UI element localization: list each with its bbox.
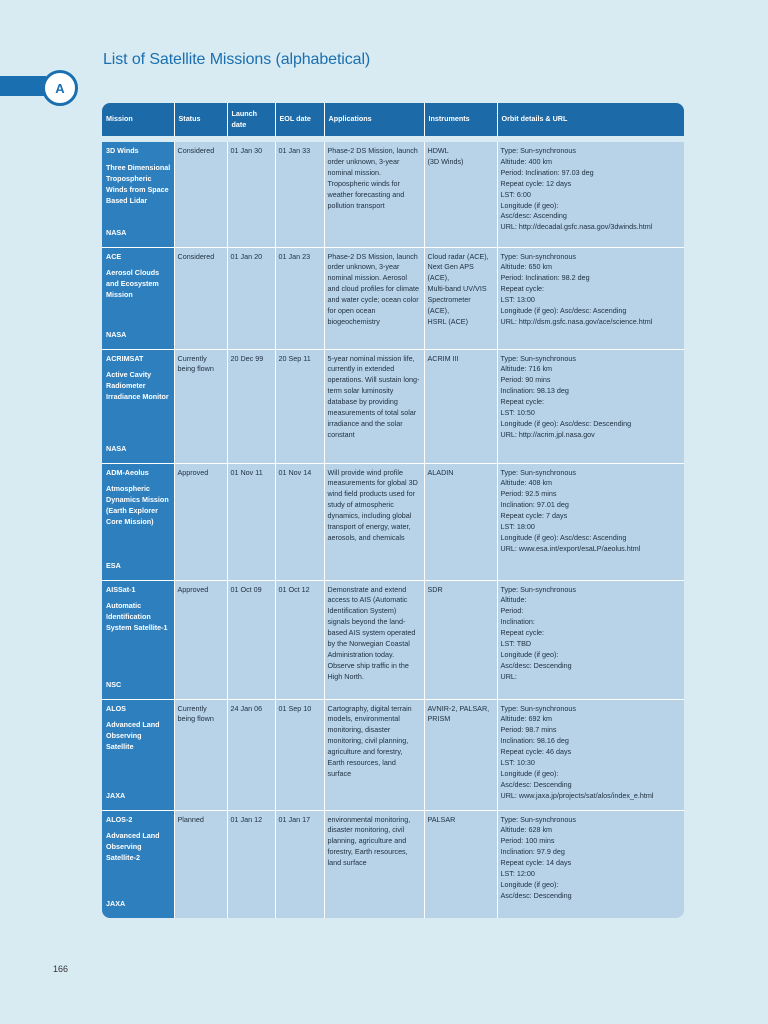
orbit-detail-line: LST: 18:00: [500, 522, 535, 532]
section-tab-bar: [0, 76, 46, 96]
orbit-detail-line: Asc/desc: Descending: [500, 890, 572, 900]
orbit-detail-line: URL: www.esa.int/export/esaLP/aeolus.html: [500, 543, 641, 553]
header-launch-date: Launch date: [227, 103, 275, 139]
header-applications: Applications: [324, 103, 424, 139]
orbit-detail-line: Type: Sun-synchronous: [500, 467, 577, 477]
orbit-detail-line: Longitude (if geo):: [500, 879, 559, 889]
orbit-details-cell: [497, 349, 684, 463]
instrument-line: (3D Winds): [427, 156, 464, 166]
mission-agency: JAXA: [106, 790, 126, 800]
instruments-cell: [424, 463, 497, 580]
applications-cell: environmental monitoring, disaster monitoring, civil planning, agriculture and forestry, Earth resources, land surface: [324, 810, 424, 918]
mission-agency: NASA: [106, 227, 127, 237]
applications-cell: 5-year nominal mission life, currently in extended operations. Will sustain long-term solar luminosity database by providing measurements of total solar irradiance and the solar constant: [324, 349, 424, 463]
mission-cell: [102, 699, 174, 810]
eol-date-cell: 01 Oct 12: [275, 580, 324, 699]
instrument-line: AVNIR-2, PALSAR,: [427, 703, 490, 713]
orbit-detail-line: Type: Sun-synchronous: [500, 814, 577, 824]
mission-cell: [102, 139, 174, 247]
orbit-details-cell: [497, 139, 684, 247]
orbit-details-cell: [497, 699, 684, 810]
eol-date-cell: 01 Jan 33: [275, 139, 324, 247]
orbit-detail-line: Altitude:: [500, 595, 527, 605]
mission-short-name: ACE: [106, 251, 122, 261]
orbit-details-cell: [497, 810, 684, 918]
mission-agency: ESA: [106, 560, 121, 570]
mission-short-name: ADM-Aeolus: [106, 467, 149, 477]
orbit-detail-line: Longitude (if geo): Asc/desc: Ascending: [500, 306, 627, 316]
launch-date-cell: 01 Nov 11: [227, 463, 275, 580]
instrument-line: SDR: [427, 584, 443, 594]
orbit-detail-line: Type: Sun-synchronous: [500, 251, 577, 261]
header-mission: Mission: [102, 103, 174, 139]
mission-cell: [102, 463, 174, 580]
orbit-detail-line: Repeat cycle: 7 days: [500, 511, 568, 521]
orbit-detail-line: Asc/desc: Descending: [500, 660, 572, 670]
orbit-detail-line: Inclination: 98.13 deg: [500, 386, 569, 396]
orbit-detail-line: Repeat cycle: 14 days: [500, 858, 572, 868]
applications-cell: Will provide wind profile measurements for global 3D wind field products used for study of atmospheric dynamics, including global transport of energy, water, aerosols, and chemicals: [324, 463, 424, 580]
mission-full-name: Advanced Land Observing Satellite: [106, 720, 160, 752]
mission-cell: [102, 349, 174, 463]
status-cell: Approved: [174, 580, 227, 699]
orbit-detail-line: Altitude: 650 km: [500, 262, 553, 272]
instruments-cell: [424, 349, 497, 463]
orbit-detail-line: Period: 92.5 mins: [500, 489, 557, 499]
mission-short-name: ALOS-2: [106, 814, 133, 824]
status-cell: Planned: [174, 810, 227, 918]
orbit-detail-line: Longitude (if geo): Asc/desc: Descending: [500, 418, 632, 428]
instruments-cell: [424, 580, 497, 699]
orbit-detail-line: URL: http://acrim.jpl.nasa.gov: [500, 429, 595, 439]
orbit-detail-line: Altitude: 628 km: [500, 825, 553, 835]
eol-date-cell: 01 Jan 23: [275, 247, 324, 349]
orbit-detail-line: URL:: [500, 671, 517, 681]
orbit-details-cell: [497, 247, 684, 349]
instrument-line: Cloud radar (ACE),: [427, 251, 489, 261]
launch-date-cell: 20 Dec 99: [227, 349, 275, 463]
orbit-detail-line: Period: 98.7 mins: [500, 725, 557, 735]
orbit-detail-line: Period: Inclination: 98.2 deg: [500, 273, 590, 283]
orbit-detail-line: LST: 6:00: [500, 189, 531, 199]
mission-agency: NASA: [106, 443, 127, 453]
orbit-detail-line: Longitude (if geo):: [500, 768, 559, 778]
status-cell: Currently being flown: [174, 699, 227, 810]
eol-date-cell: 01 Sep 10: [275, 699, 324, 810]
orbit-detail-line: LST: 10:50: [500, 408, 535, 418]
instruments-cell: [424, 139, 497, 247]
instruments-cell: [424, 810, 497, 918]
mission-full-name: Atmospheric Dynamics Mission (Earth Explorer Core Mission): [106, 484, 169, 527]
page-number: 166: [53, 964, 69, 974]
applications-cell: Phase-2 DS Mission, launch order unknown, 3-year nominal mission. Aerosol and cloud profiles for climate and water cycle; ocean color for open ocean biogeochemistry: [324, 247, 424, 349]
orbit-detail-line: Type: Sun-synchronous: [500, 703, 577, 713]
section-letter-badge: A: [42, 70, 78, 106]
orbit-detail-line: Inclination: 98.16 deg: [500, 736, 569, 746]
applications-cell: Cartography, digital terrain models, environmental monitoring, disaster monitoring, civil planning, agriculture and forestry, Earth resources, land surface: [324, 699, 424, 810]
orbit-detail-line: Period: Inclination: 97.03 deg: [500, 167, 594, 177]
orbit-details-cell: [497, 463, 684, 580]
orbit-detail-line: Altitude: 716 km: [500, 364, 553, 374]
eol-date-cell: 20 Sep 11: [275, 349, 324, 463]
orbit-detail-line: Period: 100 mins: [500, 836, 555, 846]
instrument-line: PALSAR: [427, 814, 456, 824]
orbit-detail-line: LST: 13:00: [500, 295, 535, 305]
applications-cell: Phase-2 DS Mission, launch order unknown, 3-year nominal mission. Tropospheric winds for weather forecasting and pollution transport: [324, 139, 424, 247]
mission-short-name: ACRIMSAT: [106, 353, 144, 363]
mission-cell: [102, 247, 174, 349]
status-cell: Approved: [174, 463, 227, 580]
orbit-detail-line: Type: Sun-synchronous: [500, 584, 577, 594]
mission-short-name: ALOS: [106, 703, 126, 713]
instruments-cell: [424, 247, 497, 349]
orbit-detail-line: Altitude: 692 km: [500, 714, 553, 724]
table-row: [102, 580, 684, 699]
instrument-line: HSRL (ACE): [427, 316, 468, 326]
mission-full-name: Aerosol Clouds and Ecosystem Mission: [106, 268, 160, 300]
launch-date-cell: 24 Jan 06: [227, 699, 275, 810]
orbit-detail-line: Repeat cycle:: [500, 397, 545, 407]
orbit-detail-line: Asc/desc: Ascending: [500, 211, 567, 221]
instruments-cell: [424, 699, 497, 810]
launch-date-cell: 01 Oct 09: [227, 580, 275, 699]
orbit-detail-line: Repeat cycle:: [500, 628, 545, 638]
orbit-detail-line: Altitude: 400 km: [500, 156, 553, 166]
header-status: Status: [174, 103, 227, 139]
orbit-detail-line: Repeat cycle: 46 days: [500, 747, 572, 757]
status-cell: Considered: [174, 139, 227, 247]
table-row: [102, 699, 684, 810]
orbit-detail-line: Period: 90 mins: [500, 375, 551, 385]
mission-short-name: AISSat-1: [106, 584, 136, 594]
orbit-detail-line: LST: TBD: [500, 639, 532, 649]
mission-full-name: Three Dimensional Tropospheric Winds from Space Based Lidar: [106, 162, 171, 205]
mission-full-name: Advanced Land Observing Satellite-2: [106, 831, 160, 863]
mission-full-name: Automatic Identification System Satellite-1: [106, 601, 168, 633]
status-cell: Considered: [174, 247, 227, 349]
orbit-detail-line: Asc/desc: Descending: [500, 779, 572, 789]
orbit-detail-line: URL: http://dsm.gsfc.nasa.gov/ace/science.html: [500, 316, 653, 326]
orbit-detail-line: Period:: [500, 606, 524, 616]
table-row: [102, 810, 684, 918]
table-row: [102, 247, 684, 349]
missions-table: [102, 103, 684, 918]
orbit-detail-line: LST: 12:00: [500, 869, 535, 879]
missions-table-container: [102, 103, 684, 918]
instrument-line: Multi-band UV/VIS: [427, 284, 487, 294]
orbit-detail-line: Type: Sun-synchronous: [500, 146, 577, 155]
instrument-line: ACRIM III: [427, 353, 459, 363]
page-title: List of Satellite Missions (alphabetical): [103, 51, 371, 68]
orbit-detail-line: Longitude (if geo):: [500, 200, 559, 210]
table-row: [102, 139, 684, 247]
instrument-line: ALADIN: [427, 467, 454, 477]
instrument-line: HDWL: [427, 146, 449, 155]
eol-date-cell: 01 Nov 14: [275, 463, 324, 580]
applications-cell: Demonstrate and extend access to AIS (Automatic Identification System) signals beyond the land-based AIS system operated by the Norwegian Coastal Administration today. Observe ship traffic in the High North.: [324, 580, 424, 699]
mission-cell: [102, 810, 174, 918]
mission-cell: [102, 580, 174, 699]
mission-agency: JAXA: [106, 899, 126, 909]
instrument-line: Spectrometer (ACE),: [427, 295, 471, 316]
launch-date-cell: 01 Jan 12: [227, 810, 275, 918]
instrument-line: Next Gen APS (ACE),: [427, 262, 474, 283]
orbit-details-cell: [497, 580, 684, 699]
mission-short-name: 3D Winds: [106, 146, 139, 155]
mission-agency: NSC: [106, 679, 122, 689]
header-orbit-details: Orbit details & URL: [497, 103, 684, 139]
orbit-detail-line: URL: www.jaxa.jp/projects/sat/alos/index_e.html: [500, 790, 654, 800]
table-row: [102, 349, 684, 463]
status-cell: Currently being flown: [174, 349, 227, 463]
orbit-detail-line: LST: 10:30: [500, 758, 535, 768]
eol-date-cell: 01 Jan 17: [275, 810, 324, 918]
table-row: [102, 463, 684, 580]
header-instruments: Instruments: [424, 103, 497, 139]
orbit-detail-line: Inclination: 97.9 deg: [500, 847, 565, 857]
launch-date-cell: 01 Jan 30: [227, 139, 275, 247]
orbit-detail-line: Type: Sun-synchronous: [500, 353, 577, 363]
orbit-detail-line: Repeat cycle:: [500, 284, 545, 294]
header-eol-date: EOL date: [275, 103, 324, 139]
instrument-line: PRISM: [427, 714, 451, 724]
orbit-detail-line: Altitude: 408 km: [500, 478, 553, 488]
orbit-detail-line: Repeat cycle: 12 days: [500, 178, 572, 188]
table-header-row: [102, 103, 684, 139]
launch-date-cell: 01 Jan 20: [227, 247, 275, 349]
orbit-detail-line: Longitude (if geo):: [500, 649, 559, 659]
orbit-detail-line: Inclination: 97.01 deg: [500, 500, 569, 510]
mission-agency: NASA: [106, 329, 127, 339]
orbit-detail-line: URL: http://decadal.gsfc.nasa.gov/3dwinds.html: [500, 222, 653, 232]
mission-full-name: Active Cavity Radiometer Irradiance Monitor: [106, 370, 169, 402]
orbit-detail-line: Inclination:: [500, 617, 535, 627]
orbit-detail-line: Longitude (if geo): Asc/desc: Ascending: [500, 532, 627, 542]
